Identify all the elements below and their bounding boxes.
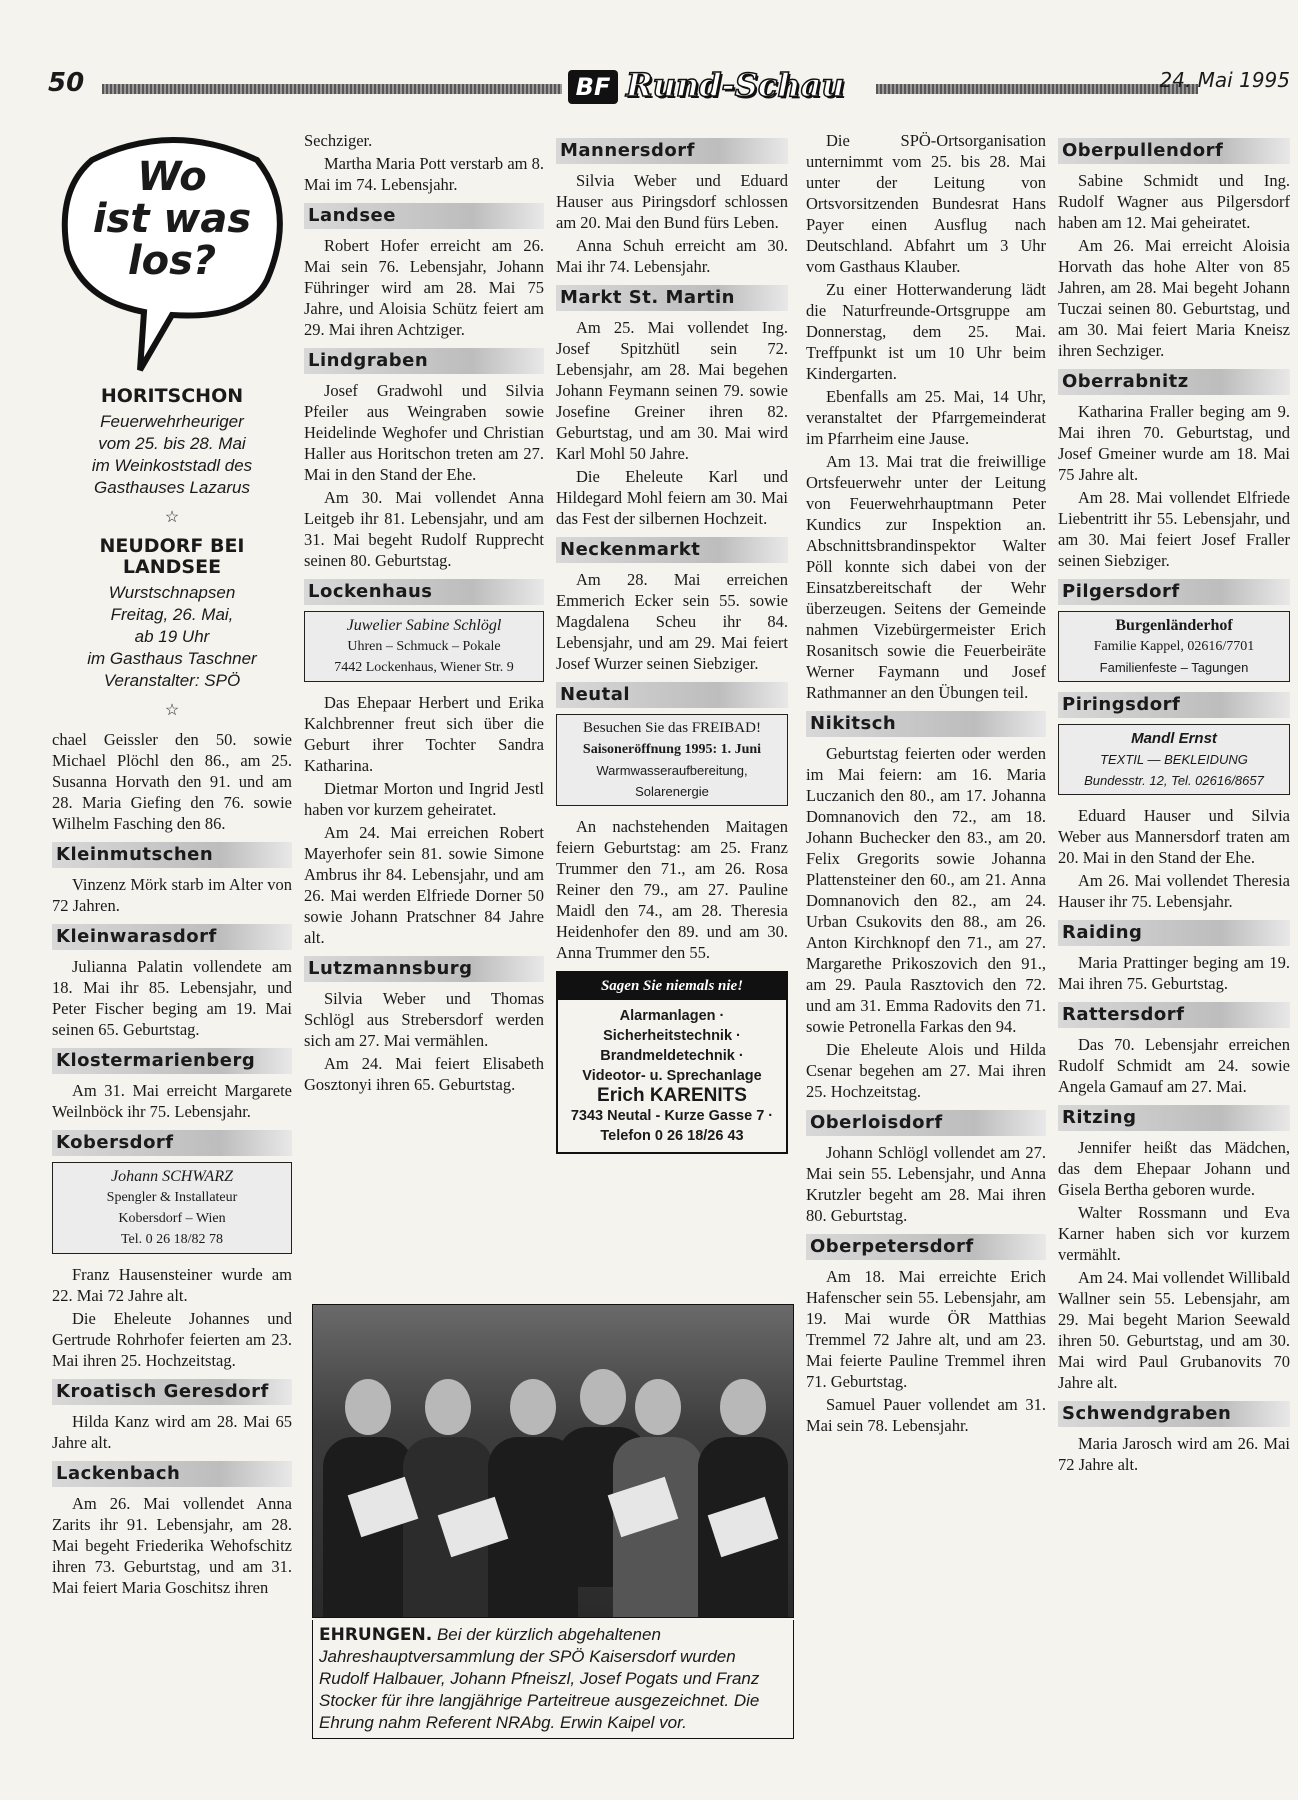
ad-line: Spengler & Installateur — [106, 1190, 238, 1205]
ad-line: TEXTIL — BEKLEIDUNG — [1100, 752, 1248, 767]
article-text: Eduard Hauser und Silvia Weber aus Mannersdorf traten am 20. Mai in den Stand der Ehe. — [1058, 806, 1290, 867]
star-divider: ☆ — [164, 509, 180, 526]
article-text: Die Eheleute Karl und Hildegard Mohl feiern am 30. Mai das Fest der silbernen Hochzeit. — [556, 467, 788, 528]
ad-line: Alarmanlagen · — [619, 1008, 725, 1024]
article-text: Am 28. Mai vollendet Elfriede Liebentritt ihr 55. Lebensjahr, und am 30. Mai feiert Josef Fraller seinen Siebziger. — [1058, 488, 1290, 570]
article-text: Am 24. Mai feiert Elisabeth Gosztonyi ihren 65. Geburtstag. — [304, 1054, 544, 1094]
ad-line: Familienfeste – Tagungen — [1099, 660, 1249, 675]
article-text: Die Eheleute Johannes und Gertrude Rohrhofer feierten am 23. Mai ihren 25. Hochzeitstag. — [52, 1309, 292, 1370]
star-divider: ☆ — [164, 702, 180, 719]
section-heading: Rattersdorf — [1058, 1002, 1290, 1028]
ad-freibad — [556, 714, 788, 806]
section-heading: Neutal — [556, 682, 788, 708]
ad-line: Mandl Ernst — [1131, 730, 1217, 747]
section-heading: Piringsdorf — [1058, 692, 1290, 718]
caption-text: Bei der kürzlich abgehaltenen Jahreshauptversammlung der SPÖ Kaisersdorf wurden Rudolf Halbauer, Johann Pfneiszl, Josef Pogats und Franz Stocker für ihre langjährige Parteitreue ausgezeichnet. Die Ehrung nahm Referent NRAbg. Erwin Kaipel vor. — [319, 1625, 760, 1732]
ad-line: Bundesstr. 12, Tel. 02616/8657 — [1084, 773, 1264, 788]
ad-karenits — [556, 971, 788, 1154]
photo-person — [403, 1379, 493, 1617]
issue-date: 24. Mai 1995 — [1159, 68, 1290, 92]
ad-line: Brandmeldetechnik · — [600, 1048, 744, 1064]
section-heading: Kobersdorf — [52, 1130, 292, 1156]
section-heading: Lutzmannsburg — [304, 956, 544, 982]
event-place: NEUDORF BEI LANDSEE — [99, 535, 245, 578]
ad-juwelier — [304, 611, 544, 682]
ad-burgenlaenderhof — [1058, 611, 1290, 682]
section-heading: Oberloisdorf — [806, 1110, 1046, 1136]
column-1 — [52, 130, 292, 1600]
article-text: Vinzenz Mörk starb im Alter von 72 Jahren. — [52, 875, 292, 915]
ad-line: Sicherheitstechnik · — [603, 1028, 741, 1044]
caption-heading: EHRUNGEN. — [319, 1625, 433, 1645]
section-heading: Oberpullendorf — [1058, 138, 1290, 164]
section-heading: Lockenhaus — [304, 579, 544, 605]
event-place: HORITSCHON — [100, 385, 244, 407]
speech-bubble — [52, 130, 292, 380]
ad-line: Uhren – Schmuck – Pokale — [347, 639, 501, 654]
article-text: Geburtstag feierten oder werden im Mai feiern: am 16. Maria Luczanich den 80., am 17. Johanna Domnanovich den 72., am 18. Johann Buchecker den 83., am 20. Felix Gregorits sowie Johanna Plattensteiner den 60., am 21. Anna Domnanovich den 82., am 24. Urban Csukovits den 88., am 26. Anton Kirchknopf den 71., am 27. Margarethe Prikoszovich den 91., am 29. Paula Rasztovich den 72. und am 31. Emma Radovits den 71. sowie Petronella Farkas den 94. — [806, 744, 1046, 1036]
ad-line: Kobersdorf – Wien — [118, 1211, 226, 1226]
article-text: chael Geissler den 50. sowie Michael Plöchl den 86., am 25. Susanna Horvath den 91. und am 28. Maria Giefing den 76. sowie Wilhelm Fasching den 86. — [52, 730, 292, 833]
article-text: Sechziger. — [304, 131, 373, 150]
article-text: Am 24. Mai erreichen Robert Mayerhofer sein 81. sowie Simone Ambrus ihr 84. Lebensjahr, und am 26. Mai werden Elfriede Dorner 50 sowie Johann Pratschner 84 Jahre alt. — [304, 823, 544, 947]
article-text: Am 26. Mai erreicht Aloisia Horvath das hohe Alter von 85 Jahren, am 28. Mai begeht Johann Tuczai seinen 80. Geburtstag, und am 30. Mai feiert Maria Kneisz ihren Sechziger. — [1058, 236, 1290, 360]
article-text: Das Ehepaar Herbert und Erika Kalchbrenner freut sich über die Geburt ihrer Tochter Sandra Katharina. — [304, 693, 544, 775]
section-heading: Kleinwarasdorf — [52, 924, 292, 950]
article-text: Am 24. Mai vollendet Willibald Wallner sein 55. Lebensjahr, am 29. Mai begeht Marion Seewald ihren 50. Geburtstag, und am 30. Mai wird Paul Grubanovits 70 Jahre alt. — [1058, 1268, 1290, 1392]
ad-line: Burgenländerhof — [1115, 617, 1233, 634]
article-text: Am 30. Mai vollendet Anna Leitgeb ihr 81. Lebensjahr, und am 31. Mai begeht Rudolf Rupprecht seinen 80. Geburtstag. — [304, 488, 544, 570]
article-text: Johann Schlögl vollendet am 27. Mai sein 55. Lebensjahr, und Anna Krutzler begeht am 28. Mai ihren 80. Geburtstag. — [806, 1143, 1046, 1225]
column-4 — [806, 130, 1046, 1438]
section-heading: Oberpetersdorf — [806, 1234, 1046, 1260]
article-text: Franz Hausensteiner wurde am 22. Mai 72 Jahre alt. — [52, 1265, 292, 1305]
article-text: Walter Rossmann und Eva Karner haben sich vor kurzem vermählt. — [1058, 1203, 1290, 1264]
article-text: Julianna Palatin vollendete am 18. Mai ihr 85. Lebensjahr, und Peter Fischer beging am 19. Mai seinen 65. Geburtstag. — [52, 957, 292, 1039]
article-text: Am 13. Mai trat die freiwillige Ortsfeuerwehr unter der Leitung von Feuerwehrhauptmann Peter Kundics zur Inspektion an. Abschnittsbrandinspektor Walter Pöll konnte sich dabei von der Einsatzbereitschaft der Wehr überzeugen. Seitens der Gemeinde nahmen Vizebürgermeister Erich Rosanitsch sowie die Feuerbeiräte Werner Faymann und Josef Rathmanner an den Übungen teil. — [806, 452, 1046, 702]
rundschau-logo: Rund-Schau — [626, 66, 845, 104]
section-heading: Neckenmarkt — [556, 537, 788, 563]
section-heading: Nikitsch — [806, 711, 1046, 737]
article-text: Die Eheleute Alois und Hilda Csenar begehen am 27. Mai ihren 25. Hochzeitstag. — [806, 1040, 1046, 1101]
section-heading: Kroatisch Geresdorf — [52, 1379, 292, 1405]
group-photo — [312, 1304, 794, 1618]
article-text: Jennifer heißt das Mädchen, das dem Ehepaar Johann und Gisela Bertha geboren wurde. — [1058, 1138, 1290, 1199]
article-text: Am 18. Mai erreichte Erich Hafenscher sein 55. Lebensjahr, am 19. Mai wurde ÖR Matthias Tremmel 72 Jahre alt, und am 23. Mai feierte Pauline Tremmel ihren 71. Geburtstag. — [806, 1267, 1046, 1391]
article-text: Maria Jarosch wird am 26. Mai 72 Jahre alt. — [1058, 1434, 1290, 1474]
bf-logo: BF — [568, 70, 618, 104]
article-text: Hilda Kanz wird am 28. Mai 65 Jahre alt. — [52, 1412, 292, 1452]
column-3 — [556, 130, 788, 1162]
page-number: 50 — [48, 68, 85, 98]
section-heading: Lindgraben — [304, 348, 544, 374]
article-text: Sabine Schmidt und Ing. Rudolf Wagner aus Pilgersdorf haben am 12. Mai geheiratet. — [1058, 171, 1290, 232]
article-text: Anna Schuh erreicht am 30. Mai ihr 74. Lebensjahr. — [556, 236, 788, 276]
article-text: Ebenfalls am 25. Mai, 14 Uhr, veranstaltet der Pfarrgemeinderat im Pfarrheim eine Jause. — [806, 387, 1046, 448]
article-text: Die SPÖ-Ortsorganisation unternimmt vom 25. bis 28. Mai unter der Leitung von Ortsvorsitzenden Bundesrat Hans Payer einen Ausflug nach Deutschland. Abfahrt um 3 Uhr vom Gasthaus Klauber. — [806, 131, 1046, 276]
page-header — [48, 68, 1290, 112]
article-text: Am 25. Mai vollendet Ing. Josef Spitzhütl sein 72. Lebensjahr, am 28. Mai begehen Johann Feymann seinen 79. sowie Josefine Greiner ihren 82. Geburtstag, und am 30. Mai wird Karl Mohl 50 Jahre. — [556, 318, 788, 463]
article-text: Am 31. Mai erreicht Margarete Weilnböck ihr 75. Lebensjahr. — [52, 1081, 292, 1121]
ad-line: Telefon 0 26 18/26 43 — [600, 1128, 744, 1144]
photo-person — [698, 1379, 788, 1617]
ad-line: Videotor- u. Sprechanlage — [582, 1068, 762, 1084]
bubble-headline — [82, 156, 262, 282]
section-heading: Landsee — [304, 203, 544, 229]
event-neudorf — [52, 536, 292, 692]
article-text: Maria Prattinger beging am 19. Mai ihren 75. Geburtstag. — [1058, 953, 1290, 993]
column-2 — [304, 130, 544, 1097]
bubble-line-3: los? — [127, 238, 217, 284]
ad-line: Johann SCHWARZ — [111, 1168, 233, 1185]
column-5 — [1058, 130, 1290, 1477]
ad-line: Familie Kappel, 02616/7701 — [1093, 639, 1255, 654]
ad-line: Warmwasseraufbereitung, Solarenergie — [596, 763, 748, 799]
ad-mandl — [1058, 724, 1290, 795]
ad-line: Tel. 0 26 18/82 78 — [120, 1232, 224, 1247]
article-text: Robert Hofer erreicht am 26. Mai sein 76. Lebensjahr, Johann Führinger wird am 28. Mai 75 Jahre, und Aloisia Schütz feiert am 29. Mai ihren Achtziger. — [304, 236, 544, 339]
section-heading: Klostermarienberg — [52, 1048, 292, 1074]
section-heading: Markt St. Martin — [556, 285, 788, 311]
event-horitschon — [52, 386, 292, 499]
article-text: An nachstehenden Maitagen feiern Geburtstag: am 25. Franz Trummer den 71., am 26. Rosa Reiner den 79., am 27. Pauline Maidl den 74., am 28. Theresia Heidenhofer den 89. und am 30. Anna Trummer den 55. — [556, 817, 788, 962]
article-text: Katharina Fraller beging am 9. Mai ihren 70. Geburtstag, und Josef Gmeiner wurde am 18. Mai 75 Jahre alt. — [1058, 402, 1290, 484]
header-rule-right — [876, 84, 1198, 94]
article-text: Josef Gradwohl und Silvia Pfeiler aus Weingraben sowie Heidelinde Weghofer und Christian Haller aus Horitschon treten am 27. Mai in den Stand der Ehe. — [304, 381, 544, 484]
bubble-line-2: ist was — [92, 196, 252, 242]
section-heading: Ritzing — [1058, 1105, 1290, 1131]
bubble-line-1: Wo — [137, 154, 207, 200]
ad-slogan: Sagen Sie niemals nie! — [558, 973, 786, 1000]
ad-line: 7442 Lockenhaus, Wiener Str. 9 — [334, 660, 514, 675]
article-text: Dietmar Morton und Ingrid Jestl haben vor kurzem geheiratet. — [304, 779, 544, 819]
ad-line: Juwelier Sabine Schlögl — [346, 617, 502, 634]
section-heading: Schwendgraben — [1058, 1401, 1290, 1427]
article-text: Am 26. Mai vollendet Theresia Hauser ihr 75. Lebensjahr. — [1058, 871, 1290, 911]
section-heading: Raiding — [1058, 920, 1290, 946]
article-text: Zu einer Hotterwanderung lädt die Naturfreunde-Ortsgruppe am Donnerstag, dem 25. Mai. Treffpunkt ist um 10 Uhr beim Kindergarten. — [806, 280, 1046, 383]
article-text: Silvia Weber und Thomas Schlögl aus Strebersdorf werden sich am 27. Mai vermählen. — [304, 989, 544, 1050]
section-heading: Lackenbach — [52, 1461, 292, 1487]
article-text: Martha Maria Pott verstarb am 8. Mai im 74. Lebensjahr. — [304, 154, 544, 194]
section-heading: Oberrabnitz — [1058, 369, 1290, 395]
article-text: Samuel Pauer vollendet am 31. Mai sein 78. Lebensjahr. — [806, 1395, 1046, 1435]
photo-caption — [312, 1620, 794, 1739]
ad-line: Saisoneröffnung 1995: 1. Juni — [582, 742, 762, 757]
ad-line: Besuchen Sie das FREIBAD! — [583, 720, 761, 736]
article-text: Am 28. Mai erreichen Emmerich Ecker sein 55. sowie Magdalena Scheu ihr 84. Lebensjahr, und am 29. Mai feiert Josef Wurzer seinen Siebziger. — [556, 570, 788, 673]
ad-schwarz — [52, 1162, 292, 1254]
article-text: Das 70. Lebensjahr erreichen Rudolf Schmidt am 24. sowie Angela Gamauf am 27. Mai. — [1058, 1035, 1290, 1096]
article-text: Am 26. Mai vollendet Anna Zarits ihr 91. Lebensjahr, am 28. Mai begeht Friederika Wehofschitz ihren 73. Geburtstag, und am 31. Mai feiert Maria Goschitsz ihren — [52, 1494, 292, 1597]
ad-line: 7343 Neutal - Kurze Gasse 7 · — [570, 1108, 774, 1124]
section-heading: Kleinmutschen — [52, 842, 292, 868]
article-text: Silvia Weber und Eduard Hauser aus Piringsdorf schlossen am 20. Mai den Bund fürs Leben. — [556, 171, 788, 232]
section-heading: Mannersdorf — [556, 138, 788, 164]
event-description: Feuerwehrheuriger vom 25. bis 28. Mai im Weinkoststadl des Gasthauses Lazarus — [91, 412, 253, 497]
section-heading: Pilgersdorf — [1058, 579, 1290, 605]
header-rule-left — [102, 84, 562, 94]
event-description: Wurstschnapsen Freitag, 26. Mai, ab 19 Uhr im Gasthaus Taschner Veranstalter: SPÖ — [87, 583, 257, 690]
ad-company-name: Erich KARENITS — [597, 1085, 747, 1106]
